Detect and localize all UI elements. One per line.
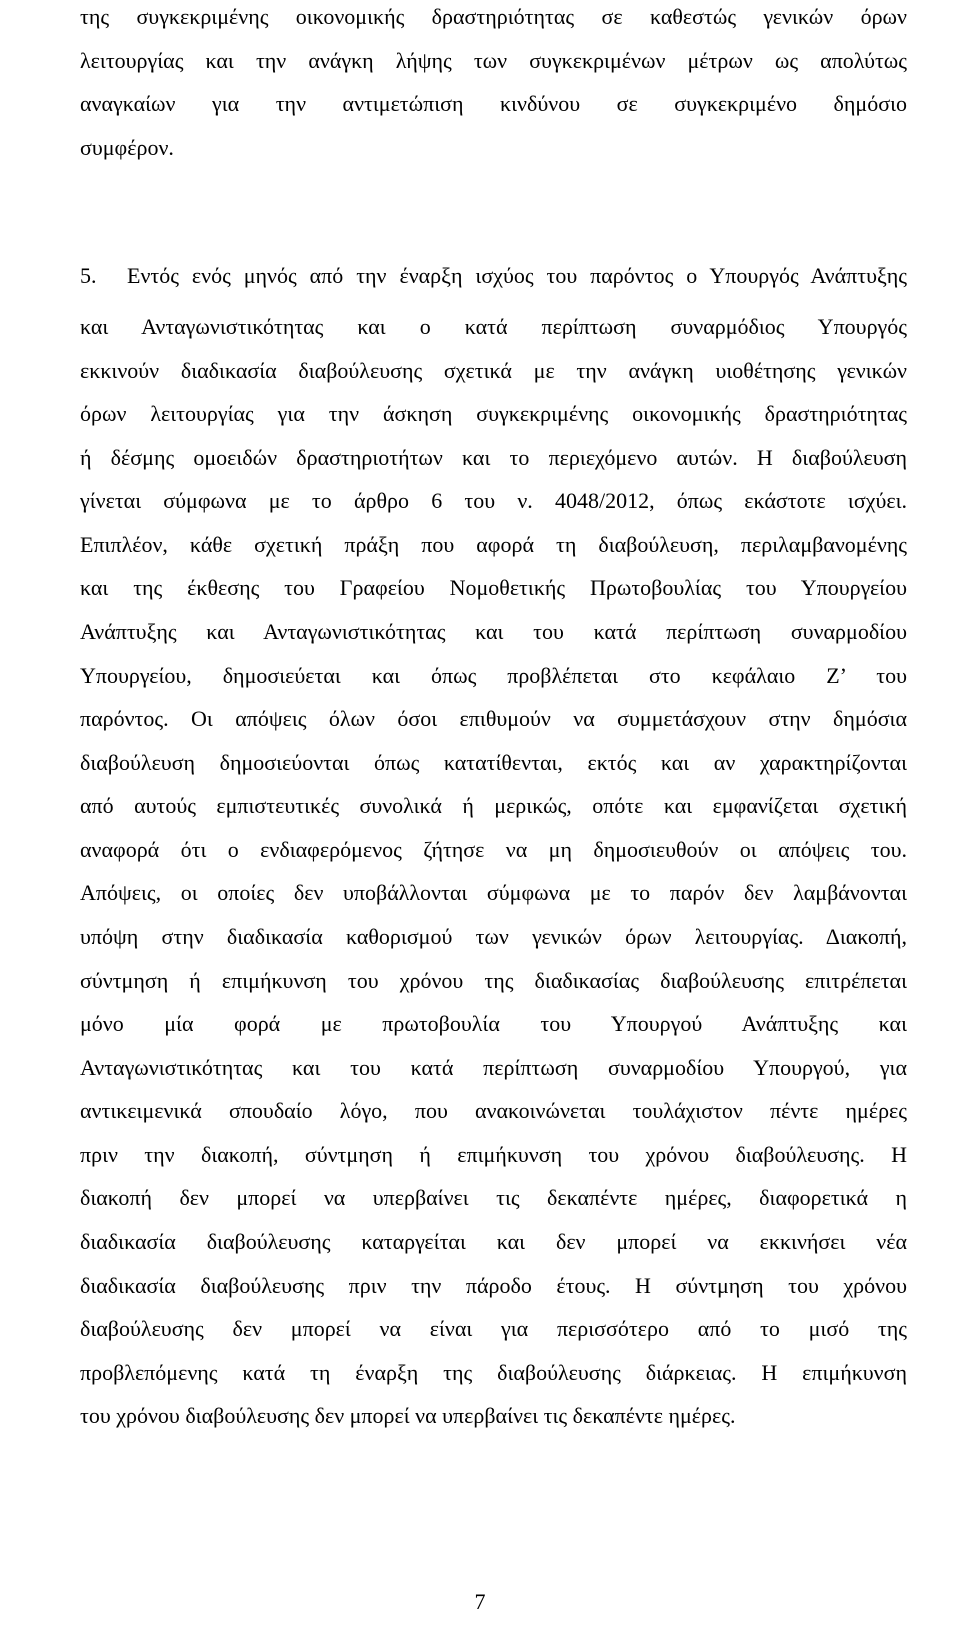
text-line: Απόψεις, οι οποίες δεν υποβάλλονται σύμφωνα με το παρόν δεν λαμβάνονται (80, 880, 907, 905)
text-line: όρων λειτουργίας για την άσκηση συγκεκριμένης οικονομικής δραστηριότητας (80, 401, 907, 426)
text-line: πριν την διακοπή, σύντμηση ή επιμήκυνση του χρόνου διαβούλευσης. Η (80, 1142, 907, 1167)
text-line: εκκινούν διαδικασία διαβούλευσης σχετικά με την ανάγκη υιοθέτησης γενικών (80, 358, 907, 383)
text-line: Επιπλέον, κάθε σχετική πράξη που αφορά τη διαβούλευση, περιλαμβανομένης (80, 532, 907, 557)
text-line: διαδικασία διαβούλευσης καταργείται και δεν μπορεί να εκκινήσει νέα (80, 1229, 907, 1254)
text-line: αντικειμενικά σπουδαίο λόγο, που ανακοινώνεται τουλάχιστον πέντε ημέρες (80, 1098, 907, 1123)
text-line: από αυτούς εμπιστευτικές συνολικά ή μερικώς, οπότε και εμφανίζεται σχετική (80, 793, 907, 818)
text-line: της συγκεκριμένης οικονομικής δραστηριότητας σε καθεστώς γενικών όρων (80, 4, 907, 29)
text-line: γίνεται σύμφωνα με το άρθρο 6 του ν. 4048/2012, όπως εκάστοτε ισχύει. (80, 488, 907, 513)
text-line: και Ανταγωνιστικότητας και ο κατά περίπτωση συναρμόδιος Υπουργός (80, 314, 907, 339)
text-line: σύντμηση ή επιμήκυνση του χρόνου της διαδικασίας διαβούλευσης επιτρέπεται (80, 968, 907, 993)
text-line: Ανάπτυξης και Ανταγωνιστικότητας και του κατά περίπτωση συναρμοδίου (80, 619, 907, 644)
text-line: λειτουργίας και την ανάγκη λήψης των συγκεκριμένων μέτρων ως απολύτως (80, 48, 907, 73)
item-number: 5. (80, 263, 97, 288)
text-line: ή δέσμης ομοειδών δραστηριοτήτων και το περιεχόμενο αυτών. Η διαβούλευση (80, 445, 907, 470)
text-line: παρόντος. Οι απόψεις όλων όσοι επιθυμούν να συμμετάσχουν στην δημόσια (80, 706, 907, 731)
text-line: αναγκαίων για την αντιμετώπιση κινδύνου σε συγκεκριμένο δημόσιο (80, 91, 907, 116)
page-number: 7 (474, 1589, 486, 1614)
text-line: συμφέρον. (80, 135, 174, 160)
text-line: υπόψη στην διαδικασία καθορισμού των γενικών όρων λειτουργίας. Διακοπή, (80, 924, 907, 949)
text-line: Ανταγωνιστικότητας και του κατά περίπτωση συναρμοδίου Υπουργού, για (80, 1055, 907, 1080)
text-line: διαβούλευση δημοσιεύονται όπως κατατίθενται, εκτός και αν χαρακτηρίζονται (80, 750, 907, 775)
text-line: αναφορά ότι ο ενδιαφερόμενος ζήτησε να μη δημοσιευθούν οι απόψεις του. (80, 837, 907, 862)
text-line: διακοπή δεν μπορεί να υπερβαίνει τις δεκαπέντε ημέρες, διαφορετικά η (80, 1185, 907, 1210)
text-line: Εντός ενός μηνός από την έναρξη ισχύος του παρόντος ο Υπουργός Ανάπτυξης (127, 263, 907, 288)
text-line: διαδικασία διαβούλευσης πριν την πάροδο έτους. Η σύντμηση του χρόνου (80, 1273, 907, 1298)
text-line: του χρόνου διαβούλευσης δεν μπορεί να υπερβαίνει τις δεκαπέντε ημέρες. (80, 1403, 736, 1428)
text-line: Υπουργείου, δημοσιεύεται και όπως προβλέπεται στο κεφάλαιο Ζ’ του (80, 663, 907, 688)
text-line: και της έκθεσης του Γραφείου Νομοθετικής Πρωτοβουλίας του Υπουργείου (80, 575, 907, 600)
text-line: μόνο μία φορά με πρωτοβουλία του Υπουργού Ανάπτυξης και (80, 1011, 907, 1036)
text-line: διαβούλευσης δεν μπορεί να είναι για περισσότερο από το μισό της (80, 1316, 907, 1341)
text-line: προβλεπόμενης κατά τη έναρξη της διαβούλευσης διάρκειας. Η επιμήκυνση (80, 1360, 907, 1385)
